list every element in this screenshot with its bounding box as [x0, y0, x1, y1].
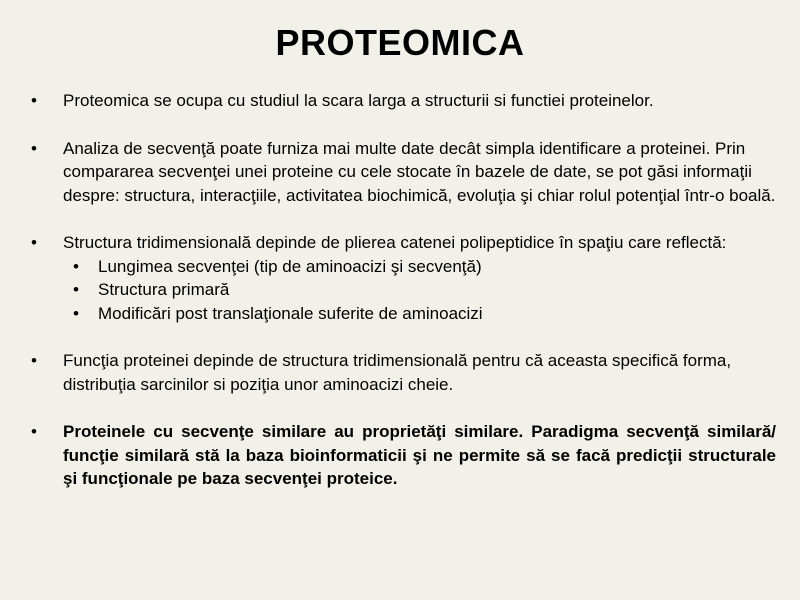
bullet-marker: • — [31, 138, 37, 158]
bullet-text: Analiza de secvenţă poate furniza mai multe date decât simpla identificare a proteinei. Prin compararea secvenţei unei proteine cu cele stocate în bazele de date, se pot găsi informaţii despre: structura, interacţiile, activitatea biochimică, evoluţia şi chiar rolul potenţial într-o boală. — [63, 138, 776, 205]
sub-bullet-list — [63, 255, 776, 326]
bullet-text: Funcţia proteinei depinde de structura tridimensională pentru că aceasta specifică forma, distribuţia sarcinilor si poziţia unor aminoacizi cheie. — [63, 351, 732, 394]
sub-bullet-text: Modificări post translaţionale suferite de aminoacizi — [98, 303, 483, 323]
sub-bullet-text: Lungimea secvenţei (tip de aminoacizi şi secvenţă) — [98, 256, 482, 276]
bullet-text: Proteomica se ocupa cu studiul la scara larga a structurii si functiei proteinelor. — [63, 91, 654, 110]
bullet-text: Structura tridimensională depinde de plierea catenei polipeptidice în spaţiu care reflectă: — [63, 233, 727, 252]
sub-bullet-marker: • — [73, 280, 79, 299]
bullet-text: Proteinele cu secvenţe similare au proprietăţi similare. Paradigma secvenţă similară/ funcţie similară stă la baza bioinformaticii şi ne permite să se facă predicţii structurale şi funcţionale pe baza secvenţei proteice. — [63, 422, 776, 488]
sub-bullet-item-1 — [63, 255, 776, 279]
bullet-item-4 — [0, 349, 800, 396]
bullet-item-1 — [0, 89, 800, 113]
slide-title: PROTEOMICA — [275, 22, 525, 63]
bullet-item-5 — [0, 420, 800, 491]
sub-bullet-item-3 — [63, 302, 776, 326]
sub-bullet-text: Structura primară — [98, 280, 230, 299]
bullet-marker: • — [31, 91, 37, 110]
bullet-marker: • — [31, 233, 37, 252]
sub-bullet-marker: • — [73, 256, 79, 276]
bullet-item-3 — [0, 231, 800, 325]
bullet-item-2 — [0, 137, 800, 208]
sub-bullet-marker: • — [73, 303, 79, 323]
bullet-list — [0, 89, 800, 515]
bullet-marker: • — [31, 351, 37, 370]
bullet-marker: • — [31, 422, 37, 441]
sub-bullet-item-2 — [63, 278, 776, 302]
